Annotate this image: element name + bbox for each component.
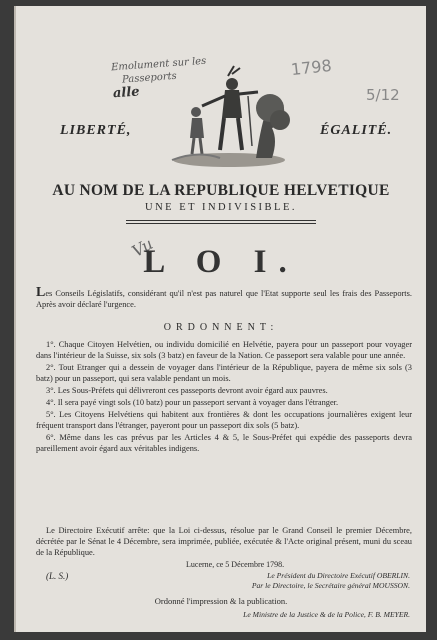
publication-order: Ordonné l'impression & la publication. [154, 596, 288, 606]
president-signature: Le Président du Directoire Exécutif OBERLIN. [267, 571, 410, 580]
republic-subtitle: UNE ET INDIVISIBLE. [145, 202, 297, 213]
republic-heading: AU NOM DE LA REPUBLIQUE HELVETIQUE [52, 182, 390, 199]
dispatch-paragraph: Le Directoire Exécutif arrête: que la Loi ci-dessus, résolue par le Grand Conseil le premier Décembre, décrétée par le Sénat le 4 Décembre, sera imprimée, publiée, exécutée & l'Acte original présent, muni du sceau de la République. [36, 526, 412, 557]
article-4: 4°. Il sera payé vingt sols (10 batz) pour un passeport servant à voyager dans l'étranger. [46, 398, 339, 407]
secretary-signature: Par le Directoire, le Secrétaire général MOUSSON. [251, 581, 410, 590]
document-page [14, 6, 426, 632]
article-6: 6°. Même dans les cas prévus par les Articles 4 & 5, le Sous-Préfet qui expédie des passeports devra pareillement avoir égard aux véritables indigens. [36, 433, 412, 453]
article-5: 5°. Les Citoyens Helvétiens qui habitent aux frontières & dont les occupations journalières exigent leur fréquent transport dans l'étranger, payeront pour un passeport dix sols (5 batz). [36, 410, 412, 430]
preamble [36, 285, 412, 310]
signature-block [252, 571, 410, 591]
archive-folio: 5/12 [366, 86, 400, 104]
handwritten-margin-note: Vu [128, 234, 157, 261]
article-2: 2°. Tout Etranger qui a dessein de voyager dans l'intérieur de la République, payera de même six sols (3 batz) pour un passeport, qui sera valable pendant un mois. [36, 363, 412, 383]
handwritten-note-line2: Passeports [121, 70, 178, 86]
minister-signature: Le Ministre de la Justice & de la Police, F. B. MEYER. [243, 610, 410, 619]
handwritten-note-line1: Emolument sur les [110, 55, 207, 74]
handwritten-note-line3: alle [112, 84, 141, 102]
motto-liberte: LIBERTÉ, [60, 123, 132, 138]
ordonnent-heading: ORDONNENT: [163, 322, 279, 333]
articles-list [36, 339, 412, 455]
seal-mark: (L. S.) [46, 571, 69, 581]
preamble-text: es Conseils Législatifs, considérant qu'il n'est pas naturel que l'Etat supporte seul les frais des Passeports. Après avoir déclaré l'urgence. [36, 289, 412, 309]
motto-egalite: ÉGALITÉ. [320, 123, 393, 138]
article-3: 3°. Les Sous-Préfets qui délivreront ces passeports devront avoir égard aux pauvres. [46, 386, 328, 395]
place-date: Lucerne, ce 5 Décembre 1798. [186, 560, 285, 569]
divider-bottom [126, 223, 316, 224]
preamble-dropcap: L [36, 285, 46, 300]
tell-vignette [168, 62, 290, 170]
archive-year: 1798 [290, 55, 333, 80]
article-1: 1°. Chaque Citoyen Helvétien, ou individu domicilié en Helvétie, payera pour un passeport pour voyager dans l'intérieur de la Suisse, six sols (3 batz) en faveur de la Nation. Ce passeport sera valable pour une année. [36, 340, 412, 360]
law-title: L O I. [143, 244, 299, 280]
divider-top [126, 220, 316, 221]
